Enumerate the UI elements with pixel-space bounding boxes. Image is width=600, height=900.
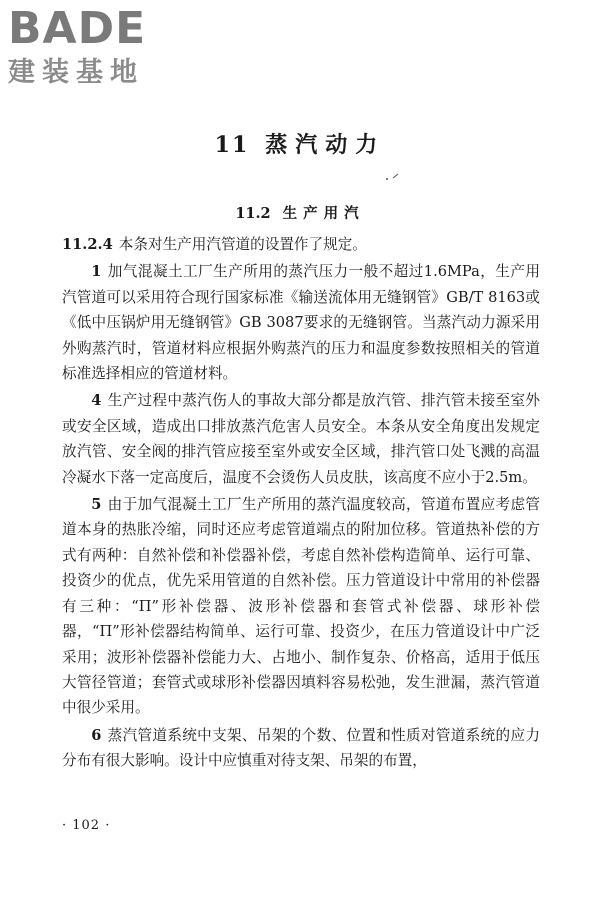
section-title: 生产用汽 [282, 205, 365, 222]
chapter-number: 11 [214, 132, 250, 158]
logo-brand: BADE [8, 3, 147, 54]
chapter-heading [0, 128, 600, 159]
section-heading [0, 202, 600, 223]
item-text: 加气混凝土工厂生产所用的蒸汽压力一般不超过1.6MPa，生产用汽管道可以采用符合现行国家标准《输送流体用无缝钢管》GB/T 8163或《低中压锅炉用无缝钢管》GB 3087要求的无缝钢管。当蒸汽动力源采用外购蒸汽时，管道材料应根据外购蒸汽的压力和温度参数按照相关的管道标准选择相应的管道材料。 [62, 263, 540, 383]
document-body [62, 232, 540, 774]
bade-logo [8, 4, 178, 90]
item-paragraph [62, 259, 540, 386]
chapter-title: 蒸汽动力 [265, 132, 386, 158]
page-number: · 102 · [62, 818, 111, 833]
logo-subtitle: 建装基地 [8, 57, 144, 88]
clause-number: 11.2.4 [62, 236, 113, 253]
item-paragraph [62, 723, 540, 774]
item-paragraph [62, 492, 540, 721]
section-number: 11.2 [235, 205, 271, 222]
item-number: 4 [91, 392, 102, 410]
item-paragraph [62, 388, 540, 490]
scan-speck-mark [384, 172, 402, 182]
clause-intro: 本条对生产用汽管道的设置作了规定。 [118, 236, 367, 253]
item-number: 5 [91, 496, 102, 514]
clause-paragraph [62, 232, 540, 257]
item-text: 蒸汽管道系统中支架、吊架的个数、位置和性质对管道系统的应力分布有很大影响。设计中应慎重对待支架、吊架的布置， [62, 726, 540, 770]
item-text: 由于加气混凝土工厂生产所用的蒸汽温度较高，管道布置应考虑管道本身的热胀冷缩，同时还应考虑管道端点的附加位移。管道热补偿的方式有两种：自然补偿和补偿器补偿，考虑自然补偿构造简单、运行可靠、投资少的优点，优先采用管道的自然补偿。压力管道设计中常用的补偿器有三种：“Π”形补偿器、波形补偿器和套管式补偿器、球形补偿器，“Π”形补偿器结构简单、运行可靠、投资少，在压力管道设计中广泛采用；波形补偿器补偿能力大、占地小、制作复杂、价格高，适用于低压大管径管道；套管式或球形补偿器因填料容易松弛，发生泄漏，蒸汽管道中很少采用。 [62, 496, 540, 717]
item-number: 1 [91, 263, 102, 281]
item-number: 6 [91, 726, 102, 744]
item-text: 生产过程中蒸汽伤人的事故大部分都是放汽管、排汽管未接至室外或安全区域，造成出口排放蒸汽危害人员安全。本条从安全角度出发规定放汽管、安全阀的排汽管应接至室外或安全区域，排汽管口处飞溅的高温冷凝水下落一定高度后，温度不会烫伤人员皮肤，该高度不应小于2.5m。 [62, 392, 540, 486]
